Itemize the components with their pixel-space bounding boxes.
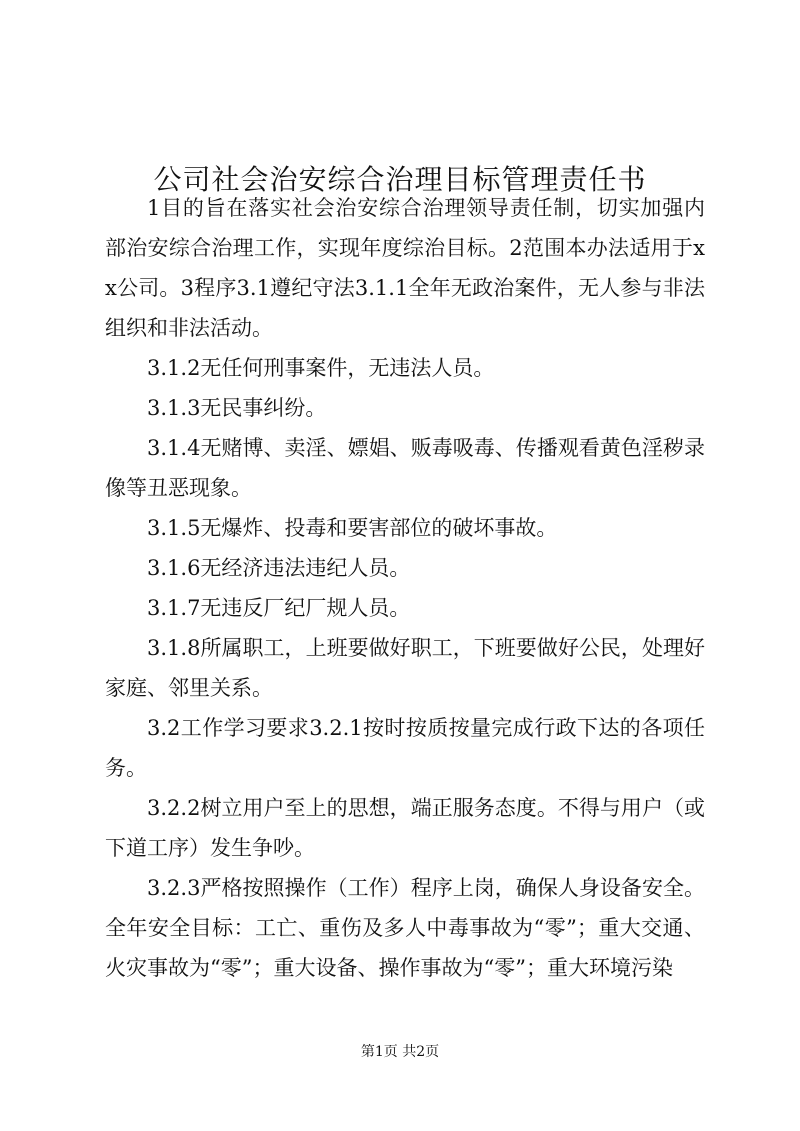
document-title: 公司社会治安综合治理目标管理责任书	[153, 162, 647, 196]
paragraph: 3.1.3无民事纠纷。	[147, 396, 327, 420]
paragraph: 1目的旨在落实社会治安综合治理领导责任制，切实加强内部治安综合治理工作，实现年度综治目标。2范围本办法适用于xx公司。3程序3.1遵纪守法3.1.1全年无政治案件，无人参与非法组织和非法活动。	[105, 196, 705, 340]
paragraph: 3.1.6无经济违法违纪人员。	[147, 556, 411, 580]
paragraph: 3.1.7无违反厂纪厂规人员。	[147, 596, 411, 620]
paragraph: 3.2.3严格按照操作（工作）程序上岗，确保人身设备安全。全年安全目标：工亡、重伤及多人中毒事故为“零”；重大交通、火灾事故为“零”；重大设备、操作事故为“零”；重大环境污染	[105, 876, 705, 980]
paragraph: 3.1.8所属职工，上班要做好职工，下班要做好公民，处理好家庭、邻里关系。	[105, 636, 705, 700]
paragraph: 3.1.2无任何刑事案件，无违法人员。	[147, 356, 495, 380]
paragraph: 3.2.2树立用户至上的思想，端正服务态度。不得与用户（或下道工序）发生争吵。	[105, 796, 705, 860]
page-footer: 第1页 共2页	[360, 1044, 440, 1060]
paragraph: 3.1.5无爆炸、投毒和要害部位的破坏事故。	[147, 516, 558, 540]
paragraph: 3.1.4无赌博、卖淫、嫖娼、贩毒吸毒、传播观看黄色淫秽录像等丑恶现象。	[105, 436, 705, 500]
document-body	[105, 188, 705, 988]
paragraph: 3.2工作学习要求3.2.1按时按质按量完成行政下达的各项任务。	[105, 716, 705, 780]
